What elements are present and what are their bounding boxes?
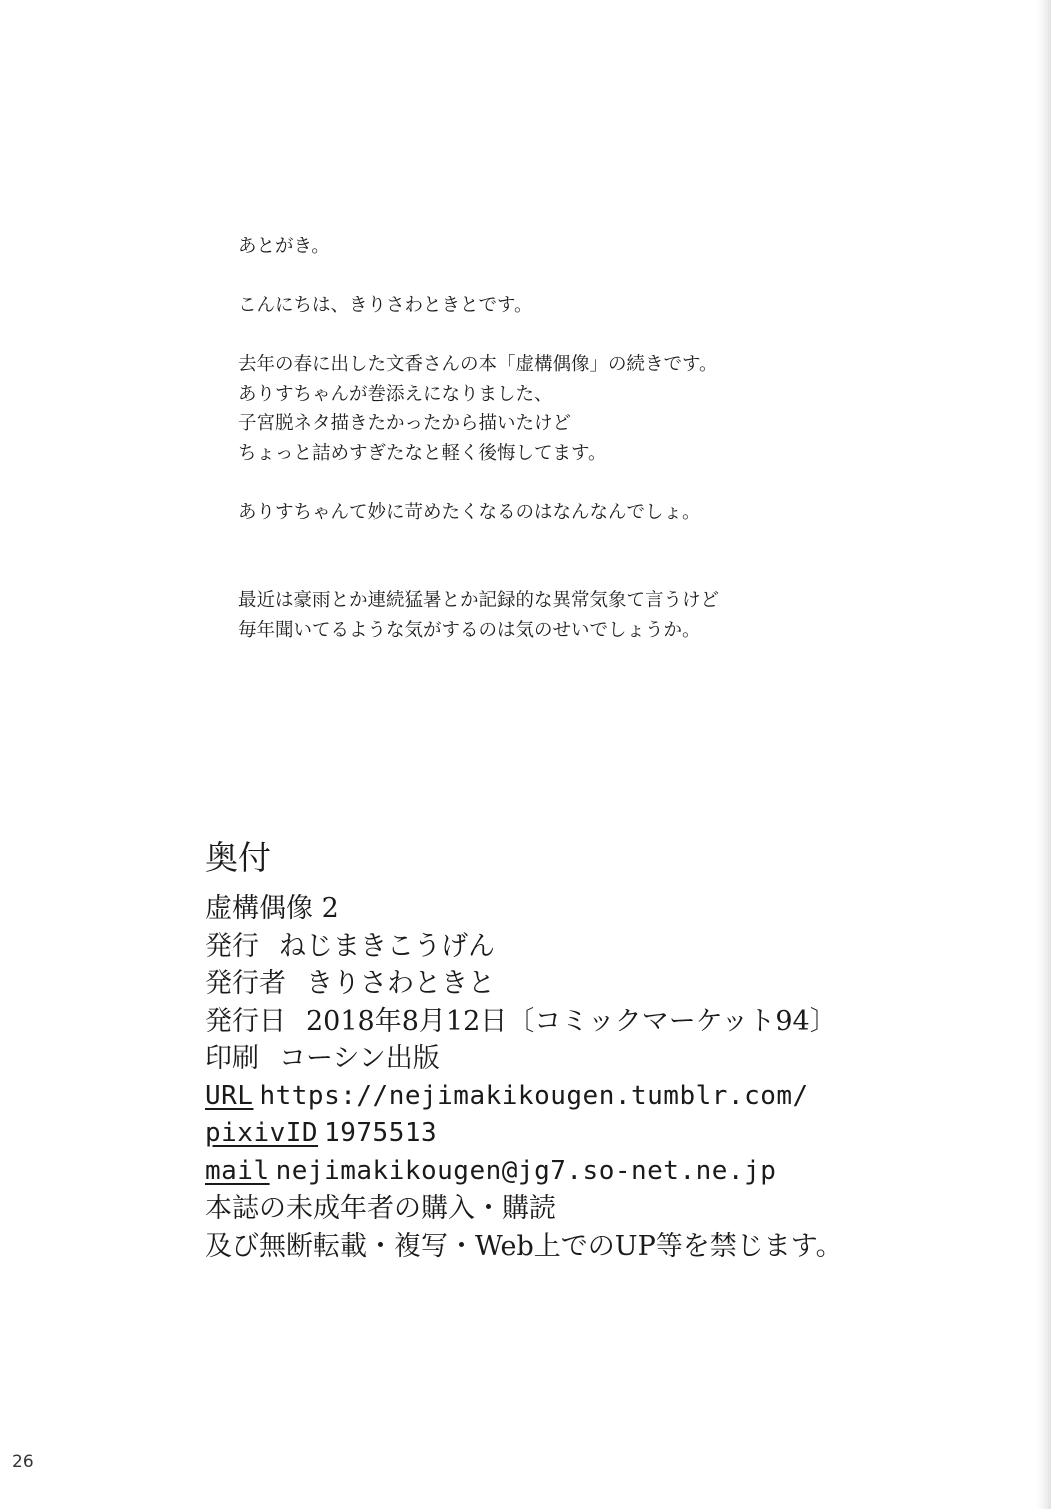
colophon-section	[205, 836, 1005, 1265]
colophon-author-row	[205, 965, 1005, 1003]
pixiv-id: 1975513	[324, 1118, 438, 1148]
date-value: 2018年8月12日〔コミックマーケット94〕	[306, 1005, 837, 1037]
colophon-url-row	[205, 1078, 1005, 1116]
publisher-value: ねじまきこうげん	[279, 930, 495, 962]
afterword-paragraph-line: 最近は豪雨とか連続猛暑とか記録的な異常気象て言うけど	[238, 590, 720, 611]
colophon-publisher-row	[205, 928, 1005, 966]
afterword-section	[238, 232, 878, 645]
url-label: URL	[205, 1080, 254, 1111]
colophon-mail-row	[205, 1153, 1005, 1191]
colophon-heading: 奥付	[205, 838, 271, 877]
colophon-pixiv-row	[205, 1115, 1005, 1153]
author-label: 発行者	[205, 968, 286, 999]
colophon-notice-line: 本誌の未成年者の購入・購読	[205, 1193, 556, 1224]
printer-label: 印刷	[205, 1043, 259, 1074]
page-number: 26	[12, 1452, 34, 1472]
afterword-greeting: こんにちは、きりさわときとです。	[238, 295, 533, 316]
url-link[interactable]: https://nejimakikougen.tumblr.com/	[259, 1080, 809, 1111]
colophon-date-row	[205, 1003, 1005, 1041]
afterword-paragraph-line: ありすちゃんて妙に苛めたくなるのはなんなんでしょ。	[238, 501, 701, 523]
pixiv-label: pixivID	[205, 1118, 319, 1148]
publisher-label: 発行	[205, 930, 259, 962]
date-label: 発行日	[205, 1005, 286, 1037]
author-value: きりさわときと	[306, 968, 495, 999]
mail-label: mail	[205, 1155, 270, 1186]
colophon-notice-line: 及び無断転載・複写・Web上でのUP等を禁じます。	[205, 1230, 843, 1262]
afterword-paragraph-line: 毎年聞いてるような気がするのは気のせいでしょうか。	[238, 619, 701, 641]
afterword-title: あとがき。	[238, 236, 330, 257]
printer-value: コーシン出版	[279, 1043, 440, 1074]
afterword-paragraph-line: 子宮脱ネタ描きたかったから描いたけど	[238, 413, 572, 434]
afterword-paragraph-line: 去年の春に出した文香さんの本「虚構偶像」の続きです。	[238, 354, 718, 375]
afterword-paragraph-line: ありすちゃんが巻添えになりました、	[238, 383, 553, 405]
scan-edge-shadow	[1037, 0, 1051, 1509]
colophon-printer-row	[205, 1040, 1005, 1078]
mail-address[interactable]: nejimakikougen@jg7.so-net.ne.jp	[275, 1155, 777, 1186]
colophon-title: 虚構偶像 2	[205, 893, 339, 924]
afterword-paragraph-line: ちょっと詰めすぎたなと軽く後悔してます。	[238, 442, 607, 464]
